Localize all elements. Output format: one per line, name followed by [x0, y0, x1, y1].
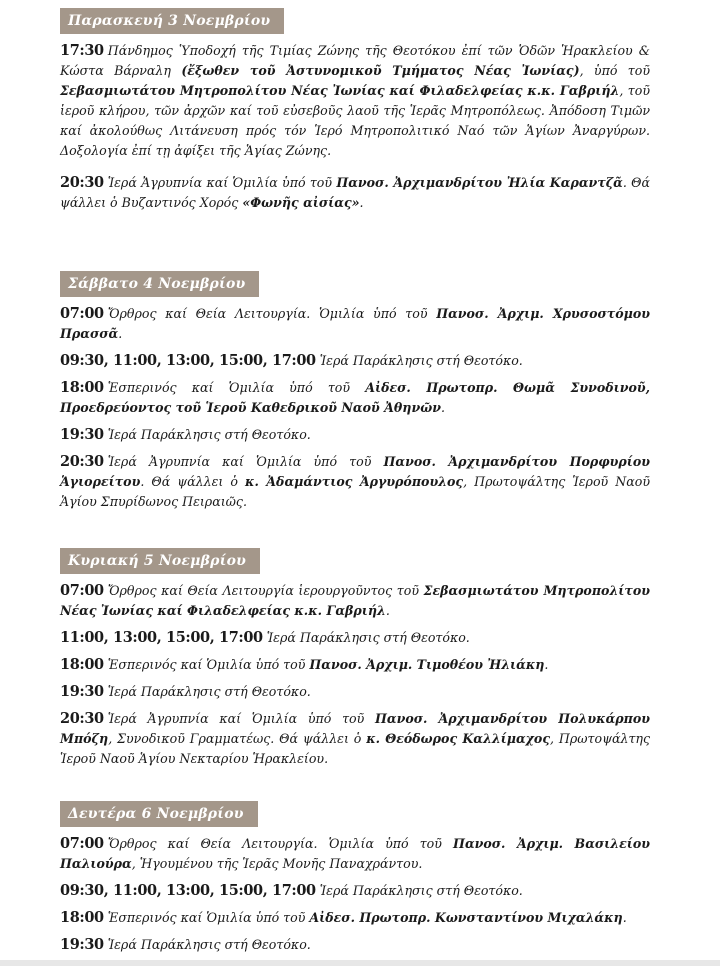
schedule-entry [60, 908, 650, 928]
schedule-entry [60, 173, 650, 213]
entry-text: . Θά ψάλλει ὁ Βυζαντινός Χορός [60, 175, 650, 210]
entry-text: , Πρωτοψάλτης Ἱεροῦ Ναοῦ Ἁγίου Σπυρίδωνος Πειραιῶς. [60, 474, 651, 509]
schedule-entry [60, 304, 650, 344]
entry-text: , Συνοδικοῦ Γραμματέως. Θά ψάλλει ὁ [108, 731, 367, 746]
entry-text: Ἱερά Ἀγρυπνία καί Ὁμιλία ὑπό τοῦ [107, 454, 384, 469]
schedule-entry [60, 378, 650, 418]
schedule-entry [60, 709, 650, 769]
entry-text: , Ἡγουμένου τῆς Ἱερᾶς Μονῆς Παναχράντου. [131, 856, 423, 871]
day-section [60, 801, 650, 955]
schedule-entry [60, 881, 650, 901]
schedule-entry [60, 41, 650, 161]
schedule-entry [60, 682, 650, 702]
entry-text: Ἱερά Παράκλησις στή Θεοτόκο. [319, 883, 523, 898]
schedule-entry [60, 581, 650, 621]
entry-text-emphasis: Σεβασμιωτάτου Μητροπολίτου Νέας Ἰωνίας καί Φιλαδελφείας κ.κ. Γαβριήλ [60, 83, 620, 98]
entry-text: Ἱερά Ἀγρυπνία καί Ὁμιλία ὑπό τοῦ [107, 711, 376, 726]
entry-text-emphasis: κ. Θεόδωρος Καλλίμαχος [366, 731, 551, 746]
entry-text-emphasis: Αἰδεσ. Πρωτοπρ. Θωμᾶ Συνοδινοῦ, Προεδρεύοντος τοῦ Ἱεροῦ Καθεδρικοῦ Ναοῦ Ἀθηνῶν [60, 380, 650, 415]
day-section [60, 8, 650, 213]
day-section [60, 271, 650, 512]
entry-text: Ἱερά Παράκλησις στή Θεοτόκο. [107, 937, 311, 952]
entry-text: , τοῦ ἱεροῦ κλήρου, τῶν ἀρχῶν καί τοῦ εὐσεβοῦς λαοῦ τῆς Ἱερᾶς Μητροπόλεως. Ἀπόδοση Τιμῶν καί ἀκολούθως Λιτάνευση πρός τόν Ἱερό Μητροπολιτικό Ναό τῶν Ἁγίων Ἀναργύρων. Δοξολογία ἐπί τῃ ἀφίξει τῆς Ἁγίας Ζώνης. [60, 83, 650, 158]
schedule-entry [60, 655, 650, 675]
entry-text-emphasis: Πανοσ. Ἀρχιμ. Τιμοθέου Ἠλιάκη [309, 657, 545, 672]
entry-text-emphasis: «Φωνῆς αἰσίας» [242, 195, 360, 210]
entry-time: 11:00, 13:00, 15:00, 17:00 [60, 629, 263, 646]
entry-text: . [544, 657, 549, 672]
day-header: Παρασκευή 3 Νοεμβρίου [60, 8, 284, 34]
entry-text: Ἱερά Ἀγρυπνία καί Ὁμιλία ὑπό τοῦ [107, 175, 337, 190]
schedule-entry [60, 935, 650, 955]
entry-text-emphasis: Σεβασμιωτάτου Μητροπολίτου Νέας Ἰωνίας καί Φιλαδελφείας κ.κ. Γαβριήλ [60, 583, 650, 618]
entry-text-emphasis: κ. Ἀδαμάντιος Ἀργυρόπουλος [245, 474, 464, 489]
entry-time: 20:30 [60, 710, 104, 727]
schedule-entry [60, 452, 650, 512]
entry-text-emphasis: Πανοσ. Ἀρχιμ. Βασιλείου Παλιούρα [60, 836, 650, 871]
entry-text: , ὑπό τοῦ [579, 63, 650, 78]
entry-text: Ἑσπερινός καί Ὁμιλία ὑπό τοῦ [107, 380, 366, 395]
entry-time: 17:30 [60, 42, 104, 59]
entry-text: . [385, 603, 390, 618]
entry-text: Ἑσπερινός καί Ὁμιλία ὑπό τοῦ [107, 657, 310, 672]
entry-text: . Θά ψάλλει ὁ [140, 474, 246, 489]
entry-text-emphasis: (ἔξωθεν τοῦ Ἀστυνομικοῦ Τμήματος Νέας Ἰωνίας) [181, 63, 580, 78]
schedule-entry [60, 351, 650, 371]
page-bottom-edge [0, 960, 720, 966]
entry-text-emphasis: Πανοσ. Ἀρχιμανδρίτου Πολυκάρπου Μπόζη [60, 711, 650, 746]
entry-text-emphasis: Αἰδεσ. Πρωτοπρ. Κωνσταντίνου Μιχαλάκη [309, 910, 623, 925]
entry-text: Ὄρθρος καί Θεία Λειτουργία. Ὁμιλία ὑπό τοῦ [107, 306, 437, 321]
entry-text: . [440, 400, 445, 415]
entry-text-emphasis: Πανοσ. Ἀρχιμανδρίτου Πορφυρίου Ἁγιορείτου [60, 454, 650, 489]
entry-text-emphasis: Πανοσ. Ἀρχιμ. Χρυσοστόμου Πρασσᾶ [60, 306, 650, 341]
entry-text: Ὄρθρος καί Θεία Λειτουργία. Ὁμιλία ὑπό τοῦ [107, 836, 454, 851]
day-header: Κυριακή 5 Νοεμβρίου [60, 548, 260, 574]
entry-text: Πάνδημος Ὑποδοχή τῆς Τιμίας Ζώνης τῆς Θεοτόκου ἐπί τῶν Ὁδῶν Ἡρακλείου & Κώστα Βάρναλη [60, 43, 650, 78]
entry-time: 20:30 [60, 174, 104, 191]
entry-text: Ὄρθρος καί Θεία Λειτουργία ἱερουργοῦντος τοῦ [107, 583, 424, 598]
day-section [60, 548, 650, 769]
entry-text: . [118, 326, 123, 341]
schedule-entry [60, 425, 650, 445]
entry-text: , Πρωτοψάλτης Ἱεροῦ Ναοῦ Ἁγίου Νεκταρίου Ἡρακλείου. [60, 731, 651, 766]
entry-text: Ἱερά Παράκλησις στή Θεοτόκο. [107, 427, 311, 442]
entry-time: 09:30, 11:00, 13:00, 15:00, 17:00 [60, 882, 316, 899]
entry-time: 19:30 [60, 936, 104, 953]
entry-time: 09:30, 11:00, 13:00, 15:00, 17:00 [60, 352, 316, 369]
entry-time: 18:00 [60, 656, 104, 673]
day-header: Δευτέρα 6 Νοεμβρίου [60, 801, 258, 827]
entry-text: . [359, 195, 364, 210]
entry-time: 07:00 [60, 305, 104, 322]
schedule-entry [60, 628, 650, 648]
entry-time: 18:00 [60, 379, 104, 396]
entry-text: Ἑσπερινός καί Ὁμιλία ὑπό τοῦ [107, 910, 310, 925]
entry-text: Ἱερά Παράκλησις στή Θεοτόκο. [107, 684, 311, 699]
entry-text: . [622, 910, 627, 925]
entry-text-emphasis: Πανοσ. Ἀρχιμανδρίτου Ἠλία Καραντζᾶ [336, 175, 623, 190]
entry-time: 19:30 [60, 426, 104, 443]
day-header: Σάββατο 4 Νοεμβρίου [60, 271, 259, 297]
entry-text: Ἱερά Παράκλησις στή Θεοτόκο. [319, 353, 523, 368]
entry-text: Ἱερά Παράκλησις στή Θεοτόκο. [266, 630, 470, 645]
schedule-entry [60, 834, 650, 874]
entry-time: 07:00 [60, 582, 104, 599]
entry-time: 18:00 [60, 909, 104, 926]
entry-time: 20:30 [60, 453, 104, 470]
entry-time: 07:00 [60, 835, 104, 852]
entry-time: 19:30 [60, 683, 104, 700]
